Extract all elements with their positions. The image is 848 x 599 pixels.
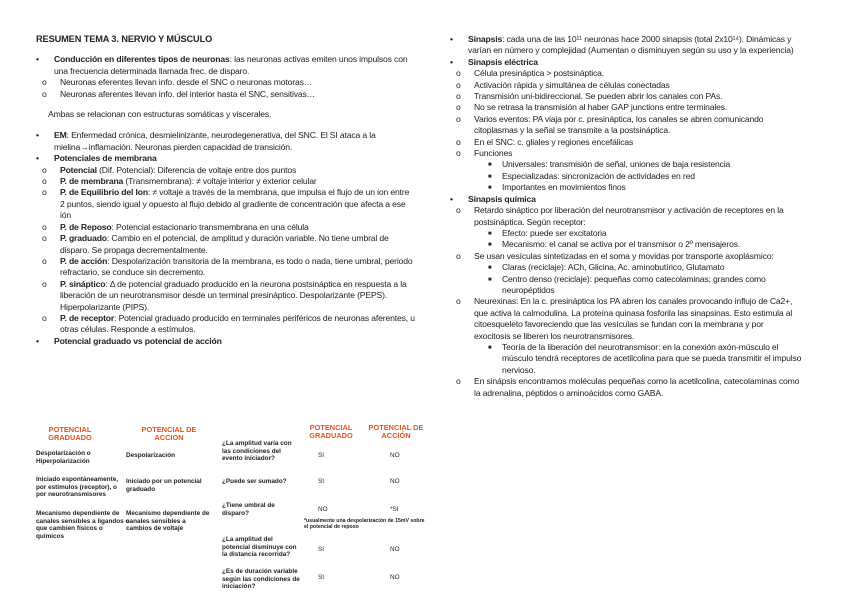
list-item xyxy=(450,171,802,182)
table-question: ¿La amplitud del potencial disminuye con la distancia recorrida? xyxy=(222,536,297,559)
list-item xyxy=(450,274,802,297)
list-item xyxy=(36,233,416,256)
bullet-icon: • xyxy=(450,193,453,204)
right-column xyxy=(450,34,802,399)
definition: : ≠ voltaje a través de la membrana, que impulsa el flujo de un ion entre 2 puntos, siendo igual y opuesto al flujo debido al gradiente de concentración que afecta a ese ión xyxy=(60,187,410,221)
list-text: Efecto: puede ser excitatoria xyxy=(502,227,607,238)
list-text: Neuronas aferentes llevan info. del interior hasta el SNC, sensitivas… xyxy=(60,88,316,99)
circle-bullet-icon: o xyxy=(42,176,47,187)
table-cell: Despolarización xyxy=(126,452,176,459)
square-bullet-icon: ■ xyxy=(488,242,492,249)
table-value: NO xyxy=(390,452,400,459)
term: P. de receptor xyxy=(60,312,115,323)
table-value: SI xyxy=(318,574,325,581)
square-bullet-icon: ■ xyxy=(488,276,492,283)
definition: (Dif. Potencial): Diferencia de voltaje entre dos puntos xyxy=(96,164,297,175)
definition: : Enfermedad crónica, desmielinizante, neurodegenerativa, del SNC. El SI ataca a la mielina→inflamación. Neuronas pierden capacidad de transición. xyxy=(54,130,376,152)
table-question: ¿Puede ser sumado? xyxy=(222,478,287,485)
list-item xyxy=(36,89,416,100)
circle-bullet-icon: o xyxy=(456,79,461,90)
header-potencial-accion: POTENCIAL DE ACCION xyxy=(141,425,197,443)
list-item xyxy=(36,176,416,187)
circle-bullet-icon: o xyxy=(42,278,47,289)
bullet-icon: • xyxy=(36,130,39,141)
list-text: Neurexinas: En la c. presináptica los PA abren los canales provocando influjo de Ca2+, que activa la calmodulina. La proteína quinasa fosforila las sinapsinas. Esto estimula al citoesqueleto favoreciendo que las vesículas se fundan con la membrana y por exocitosis se liberen los neurotransmisores. xyxy=(474,296,793,341)
list-text: Centro denso (reciclaje): pequeñas como catecolaminas; grandes como neuropéptidos xyxy=(502,273,766,295)
circle-bullet-icon: o xyxy=(456,102,461,113)
header-potencial-graduado: POTENCIAL GRADUADO xyxy=(48,425,92,443)
term: P. graduado xyxy=(60,233,107,244)
circle-bullet-icon: o xyxy=(42,164,47,175)
header-potencial-accion-right: POTENCIAL DE ACCIÓN xyxy=(368,423,424,441)
table-cell: Iniciado espontáneamente, por estímulos (receptor), o por neurotransmisores xyxy=(36,476,119,499)
list-item xyxy=(450,68,802,79)
circle-bullet-icon: o xyxy=(42,77,47,88)
list-text: Teoría de la liberación del neurotransmisor: en la conexión axón-músculo el músculo tendrá receptores de acetilcolina para que se pueda transmitir el impulso nervioso. xyxy=(502,341,802,375)
bullet-icon: • xyxy=(36,335,39,346)
list-text: En sinápsis encontramos moléculas pequeñas como la acetilcolina, catecolaminas como la adrenalina, péptidos o aminoácidos como GABA. xyxy=(474,376,800,398)
list-item xyxy=(450,342,802,376)
square-bullet-icon: ■ xyxy=(488,162,492,169)
list-item xyxy=(450,114,802,137)
definition: : cada una de las 10¹¹ neuronas hace 2000 sinapsis (total 2x10¹⁴). Dinámicas y varían en número y complejidad (Aumentan o disminuyen según su uso y la experiencia) xyxy=(468,34,794,56)
circle-bullet-icon: o xyxy=(456,113,461,124)
circle-bullet-icon: o xyxy=(456,91,461,102)
list-item xyxy=(450,376,802,399)
list-item xyxy=(36,256,416,279)
term: P. sináptico xyxy=(60,278,106,289)
circle-bullet-icon: o xyxy=(456,148,461,159)
table-cell: Iniciado por un potencial graduado xyxy=(126,478,202,493)
table-value: SI xyxy=(318,452,325,459)
term: EM xyxy=(54,130,67,141)
list-text: Mecanismo: el canal se activa por el transmisor o 2º mensajeros. xyxy=(502,239,741,250)
list-item xyxy=(36,77,416,88)
square-bullet-icon: ■ xyxy=(488,230,492,237)
table-value: NO xyxy=(318,506,328,513)
table-question: ¿Es de duración variable según las condiciones de iniciación? xyxy=(222,568,300,591)
list-item xyxy=(36,336,416,347)
document-title: RESUMEN TEMA 3. NERVIO Y MÚSCULO xyxy=(36,34,213,44)
comparison-table xyxy=(36,422,426,594)
definition: (Transmembrana): ≠ voltaje interior y exterior celular xyxy=(123,176,317,187)
table-question: ¿La amplitud varía con las condiciones del evento iniciador? xyxy=(222,440,292,463)
list-text: Se usan vesículas sintetizadas en el soma y movidas por transporte axoplásmico: xyxy=(474,250,774,261)
list-item xyxy=(36,54,416,77)
table-cell: Mecanismo dependiente de canales sensibles a ligandos o que cambien físicos o químicos xyxy=(36,510,130,540)
table-question: ¿Tiene umbral de disparo? xyxy=(222,502,275,517)
list-text: Funciones xyxy=(474,148,513,159)
left-column xyxy=(36,30,416,347)
list-item xyxy=(450,205,802,228)
table-note: *usualmente una despolarización de 15mV sobre el potencial de reposo xyxy=(304,518,425,530)
section-heading: Sinapsis química xyxy=(468,193,536,204)
list-item xyxy=(450,251,802,262)
table-value: NO xyxy=(390,478,400,485)
circle-bullet-icon: o xyxy=(456,376,461,387)
section-heading: Potencial graduado vs potencial de acción xyxy=(54,335,222,346)
circle-bullet-icon: o xyxy=(42,221,47,232)
list-item xyxy=(36,279,416,313)
list-item xyxy=(450,296,802,342)
list-item xyxy=(36,187,416,221)
circle-bullet-icon: o xyxy=(456,250,461,261)
list-text: Transmisión uni-bidireccional. Se pueden abrir los canales con PAs. xyxy=(474,91,723,102)
list-text: Célula presináptica > postsináptica. xyxy=(474,68,605,79)
circle-bullet-icon: o xyxy=(42,88,47,99)
circle-bullet-icon: o xyxy=(42,233,47,244)
table-value: *SI xyxy=(390,506,399,513)
square-bullet-icon: ■ xyxy=(488,265,492,272)
section-heading: Sinapsis eléctrica xyxy=(468,56,538,67)
term: P. de Equilibrio del Ion xyxy=(60,187,148,198)
square-bullet-icon: ■ xyxy=(488,344,492,351)
circle-bullet-icon: o xyxy=(42,255,47,266)
circle-bullet-icon: o xyxy=(456,68,461,79)
list-item xyxy=(450,239,802,250)
table-value: NO xyxy=(390,574,400,581)
table-cell: Mecanismo dependiente de canales sensibles a cambios de voltaje xyxy=(126,510,210,533)
list-text: Activación rápida y simultánea de células conectadas xyxy=(474,79,670,90)
circle-bullet-icon: o xyxy=(42,312,47,323)
list-text: No se retrasa la transmisión al haber GAP junctions entre terminales. xyxy=(474,102,728,113)
bullet-icon: • xyxy=(36,54,39,65)
list-item xyxy=(450,182,802,193)
term: P. de Reposo xyxy=(60,221,112,232)
definition: : Potencial graduado producido en terminales periféricos de neuronas aferentes, u otras células. Responde a estímulos. xyxy=(60,312,415,335)
square-bullet-icon: ■ xyxy=(488,185,492,192)
list-item xyxy=(450,34,802,57)
definition: : las neuronas activas emiten unos impulsos con una frecuencia determinada llamada frec. de disparo. xyxy=(54,54,408,76)
list-item xyxy=(36,165,416,176)
bullet-icon: • xyxy=(450,34,453,44)
definition: : Cambio en el potencial, de amplitud y duración variable. No tiene umbral de disparo. Se propaga decrementalmente. xyxy=(60,233,389,255)
list-item xyxy=(450,102,802,113)
bullet-icon: • xyxy=(450,56,453,67)
table-value: SI xyxy=(318,546,325,553)
table-value: SI xyxy=(318,478,325,485)
list-item xyxy=(36,130,416,153)
definition: : Potencial estacionario transmembrana en una célula xyxy=(111,221,309,232)
list-item xyxy=(450,137,802,148)
list-text: En el SNC: c. gliales y regiones encefálicas xyxy=(474,136,634,147)
list-item xyxy=(450,262,802,273)
list-text: Especializadas: sincronización de actividades en red xyxy=(502,170,695,181)
circle-bullet-icon: o xyxy=(456,296,461,307)
list-item xyxy=(36,313,416,336)
circle-bullet-icon: o xyxy=(456,205,461,216)
definition: : Δ de potencial graduado producido en la neurona postsináptica en respuesta a la liberación de un neurotransmisor desde un terminal presináptico. Despolarizante (PEPS). Hiperpolarizante (PIPS). xyxy=(60,278,407,312)
list-text: Universales: transmisión de señal, uniones de baja resistencia xyxy=(502,159,731,170)
list-item xyxy=(450,57,802,68)
bullet-icon: • xyxy=(36,153,39,164)
header-potencial-graduado-right: POTENCIAL GRADUADO xyxy=(309,423,353,441)
list-item xyxy=(450,148,802,159)
term: Conducción en diferentes tipos de neuronas xyxy=(54,54,230,65)
term: P. de membrana xyxy=(60,176,124,187)
list-text: Importantes en movimientos finos xyxy=(502,182,626,193)
square-bullet-icon: ■ xyxy=(488,173,492,180)
circle-bullet-icon: o xyxy=(456,136,461,147)
list-item xyxy=(450,228,802,239)
section-heading: Potenciales de membrana xyxy=(54,153,157,164)
list-text: Neuronas eferentes llevan info. desde el SNC o neuronas motoras… xyxy=(60,77,313,88)
list-text: Claras (reciclaje): ACh, Glicina, Ac. aminobutírico, Glutamato xyxy=(502,262,725,273)
list-item xyxy=(450,91,802,102)
list-item xyxy=(450,194,802,205)
circle-bullet-icon: o xyxy=(42,187,47,198)
list-item xyxy=(450,159,802,170)
definition: : Despolarización transitoria de la membrana, es todo o nada, tiene umbral, periodo refractario, se conduce sin decremento. xyxy=(60,255,413,278)
table-cell: Despolarización o Hiperpolarización xyxy=(36,450,91,465)
term: Sinapsis xyxy=(468,34,503,44)
list-item xyxy=(36,153,416,164)
paragraph: Ambas se relacionan con estructuras somáticas y viscerales. xyxy=(48,109,272,120)
list-item xyxy=(450,80,802,91)
term: Potencial xyxy=(60,164,97,175)
term: P. de acción xyxy=(60,255,108,266)
list-text: Varios eventos: PA viaja por c. presináptica, los canales se abren comunicando citoplasmas y la señal se transmite a la postsináptica. xyxy=(474,113,764,136)
list-text: Retardo sináptico por liberación del neurotransmisor y activación de receptores en la postsináptica. Según receptor: xyxy=(474,205,784,227)
table-value: NO xyxy=(390,546,400,553)
list-item xyxy=(36,222,416,233)
